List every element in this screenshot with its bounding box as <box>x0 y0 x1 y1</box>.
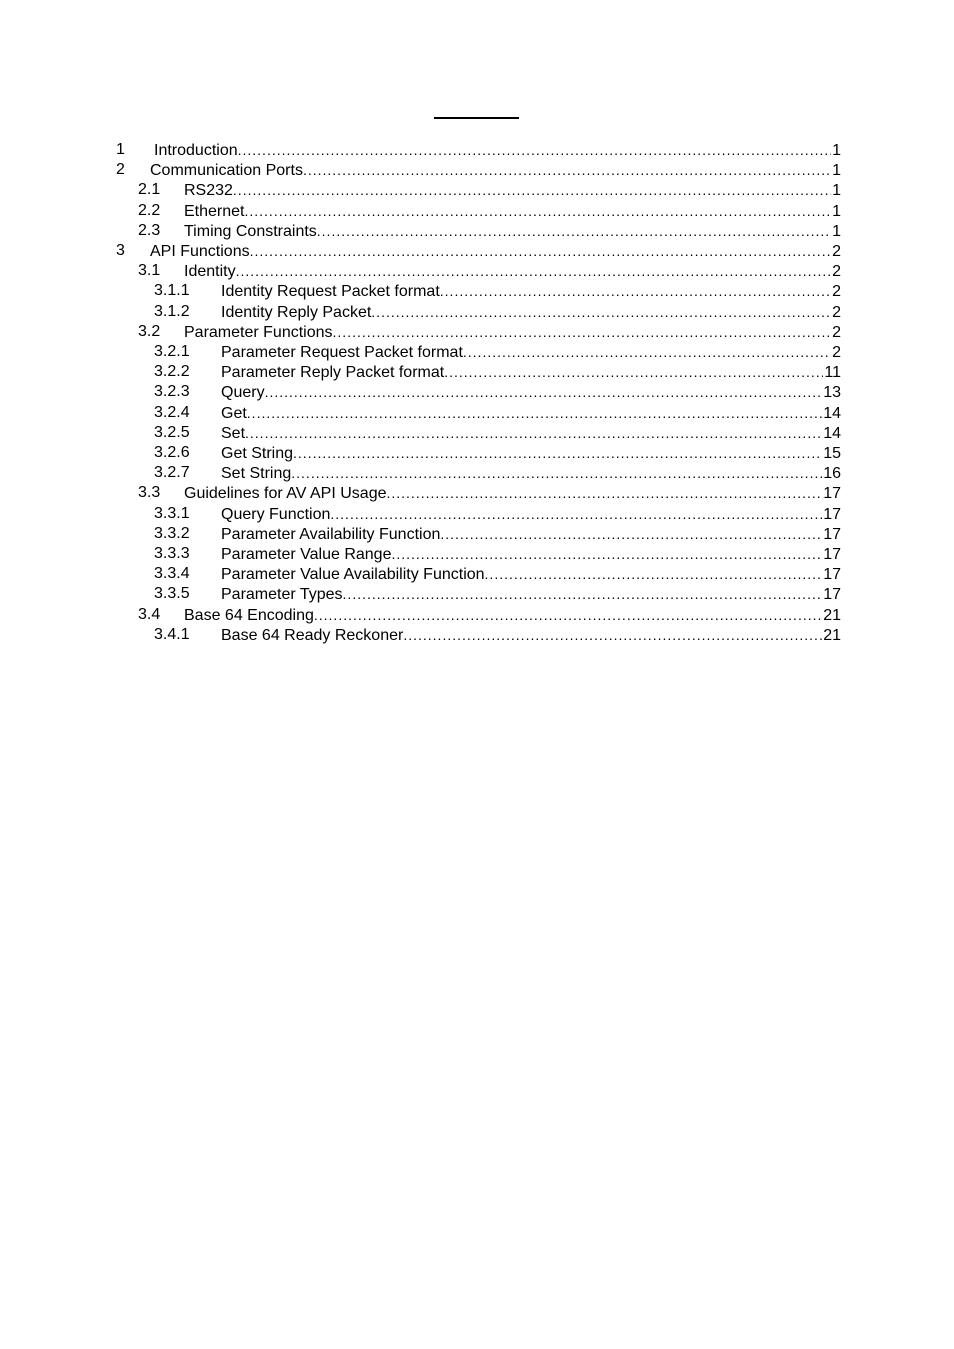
toc-dot-leader <box>440 524 822 544</box>
toc-dot-leader <box>303 160 831 180</box>
toc-entry-page: 2 <box>832 344 841 361</box>
toc-entry-number: 2.3 <box>138 221 161 239</box>
toc-dot-leader <box>463 342 831 362</box>
toc-entry-number: 3.3.5 <box>154 585 190 603</box>
toc-entry-number: 3.3.1 <box>154 504 190 522</box>
toc-entry-title: Parameter Reply Packet format <box>221 364 445 382</box>
toc-entry-page: 17 <box>823 586 841 604</box>
toc-dot-leader <box>440 281 831 301</box>
toc-entry[interactable] <box>138 322 841 342</box>
toc-entry-title: Query <box>221 384 265 402</box>
toc-entry[interactable] <box>154 302 841 322</box>
toc-entry-title: RS232 <box>184 182 233 200</box>
toc-dot-leader <box>293 443 822 463</box>
toc-entry-number: 3.1.1 <box>154 282 190 300</box>
toc-entry-page: 1 <box>832 162 841 180</box>
toc-entry-page: 1 <box>832 142 841 159</box>
toc-dot-leader <box>386 483 822 503</box>
toc-entry[interactable] <box>138 483 841 503</box>
toc-entry[interactable] <box>154 443 841 463</box>
toc-entry-title: Set <box>221 424 246 442</box>
toc-entry-number: 2.2 <box>138 201 161 219</box>
toc-dot-leader <box>330 504 822 524</box>
toc-entry-title: Base 64 Ready Reckoner <box>221 626 404 644</box>
toc-entry[interactable] <box>154 584 841 604</box>
toc-entry[interactable] <box>154 403 841 423</box>
toc-entry-page: 14 <box>823 424 841 442</box>
toc-entry-title: Parameter Value Availability Function <box>221 566 485 584</box>
toc-dot-leader <box>314 605 822 625</box>
toc-entry-page: 15 <box>823 445 841 462</box>
toc-entry-page: 1 <box>832 202 841 220</box>
toc-entry[interactable] <box>116 160 841 180</box>
toc-entry-number: 3.2 <box>138 322 161 340</box>
toc-entry-title: Identity Request Packet format <box>221 283 440 301</box>
toc-entry-number: 3 <box>116 242 125 259</box>
toc-entry-number: 3.1.2 <box>154 302 190 320</box>
toc-entry-page: 13 <box>823 384 841 402</box>
toc-entry[interactable] <box>138 261 841 281</box>
toc-entry-number: 3.4.1 <box>154 625 190 643</box>
toc-dot-leader <box>371 302 831 322</box>
toc-entry[interactable] <box>154 625 841 645</box>
toc-dot-leader <box>245 423 822 443</box>
toc-entry-number: 3.3 <box>138 484 161 502</box>
toc-entry-title: Timing Constraints <box>184 222 317 240</box>
toc-entry-page: 1 <box>832 222 841 240</box>
toc-entry-page: 1 <box>832 182 841 200</box>
toc-entry-page: 17 <box>823 566 841 584</box>
toc-entry-page: 17 <box>823 546 841 563</box>
toc-dot-leader <box>485 564 823 584</box>
toc-entry[interactable] <box>116 241 841 261</box>
toc-entry[interactable] <box>154 362 841 382</box>
toc-entry[interactable] <box>154 544 841 564</box>
toc-dot-leader <box>233 180 831 200</box>
toc-entry-title: Get <box>221 404 247 422</box>
toc-dot-leader <box>236 261 832 281</box>
toc-entry-page: 2 <box>832 263 841 281</box>
toc-entry-title: Introduction <box>154 142 238 159</box>
toc-entry-number: 3.2.2 <box>154 363 190 381</box>
toc-entry-title: Parameter Request Packet format <box>221 344 463 361</box>
toc-entry-page: 14 <box>823 404 841 422</box>
toc-entry-number: 3.2.7 <box>154 464 190 482</box>
toc-entry[interactable] <box>138 201 841 221</box>
toc-entry-number: 1 <box>116 141 125 158</box>
toc-dot-leader <box>265 382 823 402</box>
toc-entry-number: 2 <box>116 161 125 179</box>
toc-entry[interactable] <box>138 221 841 241</box>
toc-entry-page: 16 <box>823 465 841 483</box>
toc-entry-number: 2.1 <box>138 181 161 199</box>
toc-entry-number: 3.1 <box>138 262 161 280</box>
toc-entry[interactable] <box>154 382 841 402</box>
toc-entry-title: Ethernet <box>184 202 245 220</box>
toc-entry-page: 11 <box>824 364 841 382</box>
toc-entry-page: 21 <box>823 626 841 644</box>
toc-entry-title: Parameter Value Range <box>221 546 392 563</box>
toc-entry-page: 2 <box>832 283 841 301</box>
toc-entry-page: 2 <box>832 243 841 260</box>
toc-dot-leader <box>317 221 831 241</box>
toc-entry[interactable] <box>154 342 841 362</box>
toc-entry-number: 3.3.3 <box>154 545 190 562</box>
toc-dot-leader <box>391 544 822 564</box>
toc-entry[interactable] <box>154 504 841 524</box>
toc-entry-title: Parameter Functions <box>184 323 333 341</box>
toc-entry-title: Query Function <box>221 505 331 523</box>
toc-entry-page: 17 <box>823 485 841 503</box>
toc-entry-title: Parameter Availability Function <box>221 525 441 543</box>
toc-entry-number: 3.3.2 <box>154 524 190 542</box>
title-underline <box>434 117 519 119</box>
toc-entry-title: API Functions <box>150 243 250 260</box>
toc-dot-leader <box>247 403 822 423</box>
toc-entry-title: Base 64 Encoding <box>184 606 314 624</box>
toc-entry-title: Communication Ports <box>150 162 303 180</box>
toc-entry-number: 3.2.5 <box>154 423 190 441</box>
toc-entry-title: Identity <box>184 263 236 281</box>
toc-dot-leader <box>403 625 822 645</box>
toc-dot-leader <box>250 241 831 261</box>
toc-entry-number: 3.2.3 <box>154 383 190 401</box>
toc-entry[interactable] <box>138 180 841 200</box>
toc-entry[interactable] <box>154 463 841 483</box>
toc-entry-number: 3.2.6 <box>154 444 190 461</box>
toc-entry-title: Identity Reply Packet <box>221 303 372 321</box>
toc-entry-number: 3.3.4 <box>154 565 190 583</box>
toc-dot-leader <box>343 584 823 604</box>
toc-entry-number: 3.4 <box>138 605 161 623</box>
toc-entry-page: 2 <box>832 303 841 321</box>
toc-entry[interactable] <box>154 564 841 584</box>
toc-entry[interactable] <box>138 605 841 625</box>
toc-dot-leader <box>444 362 823 382</box>
toc-entry[interactable] <box>154 524 841 544</box>
toc-entry[interactable] <box>154 423 841 443</box>
toc-entry[interactable] <box>116 140 841 160</box>
toc-dot-leader <box>291 463 822 483</box>
toc-dot-leader <box>244 201 831 221</box>
toc-entry-page: 17 <box>823 505 841 523</box>
toc-entry-page: 17 <box>823 525 841 543</box>
toc-entry-title: Parameter Types <box>221 586 343 604</box>
toc-entry-number: 3.2.4 <box>154 403 190 421</box>
toc-entry-title: Get String <box>221 445 294 462</box>
toc-dot-leader <box>333 322 832 342</box>
toc-entry[interactable] <box>154 281 841 301</box>
toc-dot-leader <box>238 140 831 160</box>
toc-entry-number: 3.2.1 <box>154 343 190 360</box>
toc-entry-page: 2 <box>832 323 841 341</box>
toc-entry-title: Set String <box>221 465 292 483</box>
toc-entry-page: 21 <box>823 606 841 624</box>
toc-entry-title: Guidelines for AV API Usage <box>184 485 387 503</box>
